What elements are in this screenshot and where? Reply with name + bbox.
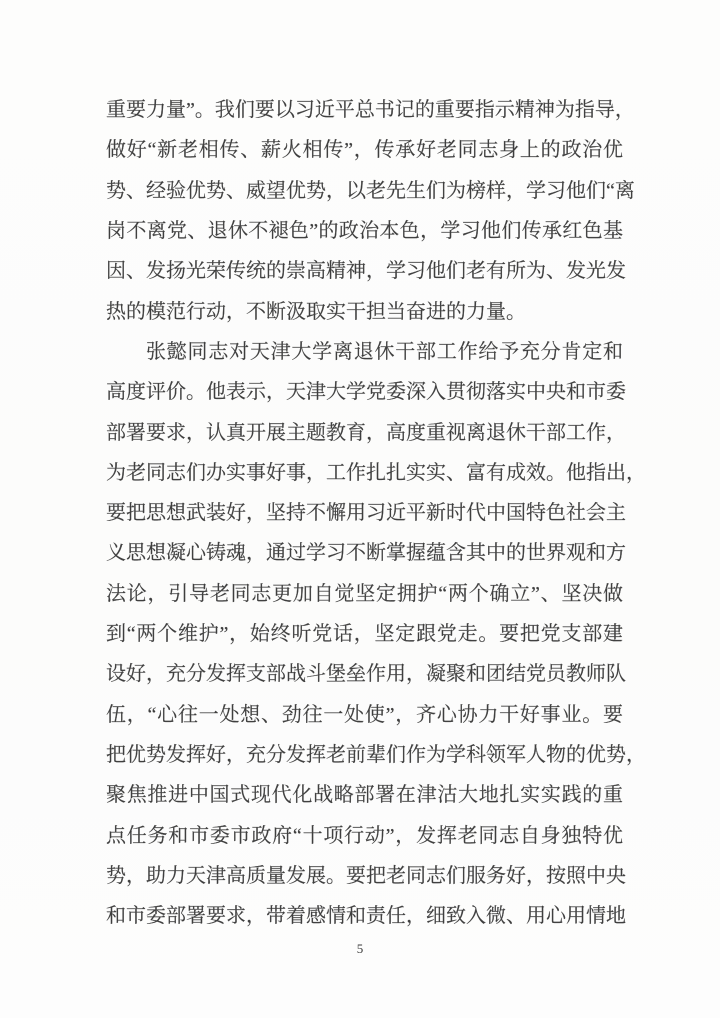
text-line: 义思想凝心铸魂，通过学习不断掌握蕴含其中的世界观和方 bbox=[106, 542, 626, 565]
text-line: 高度评价。他表示，天津大学党委深入贯彻落实中央和市委 bbox=[106, 381, 626, 404]
text-line: 岗不离党、退休不褪色”的政治本色，学习他们传承红色基 bbox=[106, 219, 623, 242]
text-line: 和市委部署要求，带着感情和责任，细致入微、用心用情地 bbox=[106, 905, 626, 928]
text-line: 法论，引导老同志更加自觉坚定拥护“两个确立”、坚决做 bbox=[106, 582, 623, 605]
text-line: 点任务和市委市政府“十项行动”，发挥老同志自身独特优 bbox=[106, 824, 623, 847]
text-line: 设好，充分发挥支部战斗堡垒作用，凝聚和团结党员教师队 bbox=[106, 663, 626, 686]
text-line: 把优势发挥好，充分发挥老前辈们作为学科领军人物的优势， bbox=[106, 744, 646, 766]
text-line: 部署要求，认真开展主题教育，高度重视离退休干部工作， bbox=[106, 421, 626, 444]
text-line: 为老同志们办实事好事，工作扎扎实实、富有成效。他指出， bbox=[106, 461, 646, 484]
text-line: 聚焦推进中国式现代化战略部署在津沽大地扎实实践的重 bbox=[106, 784, 623, 807]
text-line: 热的模范行动，不断汲取实干担当奋进的力量。 bbox=[106, 300, 526, 323]
text-line: 伍，“心往一处想、劲往一处使”，齐心协力干好事业。要 bbox=[106, 703, 623, 726]
page-number: 5 bbox=[356, 941, 364, 956]
text-line: 重要力量”。我们要以习近平总书记的重要指示精神为指导， bbox=[106, 99, 635, 121]
text-line: 因、发扬光荣传统的崇高精神，学习他们老有所为、发光发 bbox=[106, 260, 626, 283]
text-line: 要把思想武装好，坚持不懈用习近平新时代中国特色社会主 bbox=[106, 502, 626, 525]
text-line: 到“两个维护”，始终听党话，坚定跟党走。要把党支部建 bbox=[106, 623, 623, 646]
text-line: 势、经验优势、威望优势，以老先生们为榜样，学习他们“离 bbox=[106, 179, 635, 202]
text-line: 势，助力天津高质量发展。要把老同志们服务好，按照中央 bbox=[106, 864, 626, 887]
text-line: 做好“新老相传、薪火相传”，传承好老同志身上的政治优 bbox=[106, 139, 623, 162]
document-content bbox=[106, 90, 646, 937]
text-line: 张懿同志对天津大学离退休干部工作给予充分肯定和 bbox=[146, 340, 623, 363]
